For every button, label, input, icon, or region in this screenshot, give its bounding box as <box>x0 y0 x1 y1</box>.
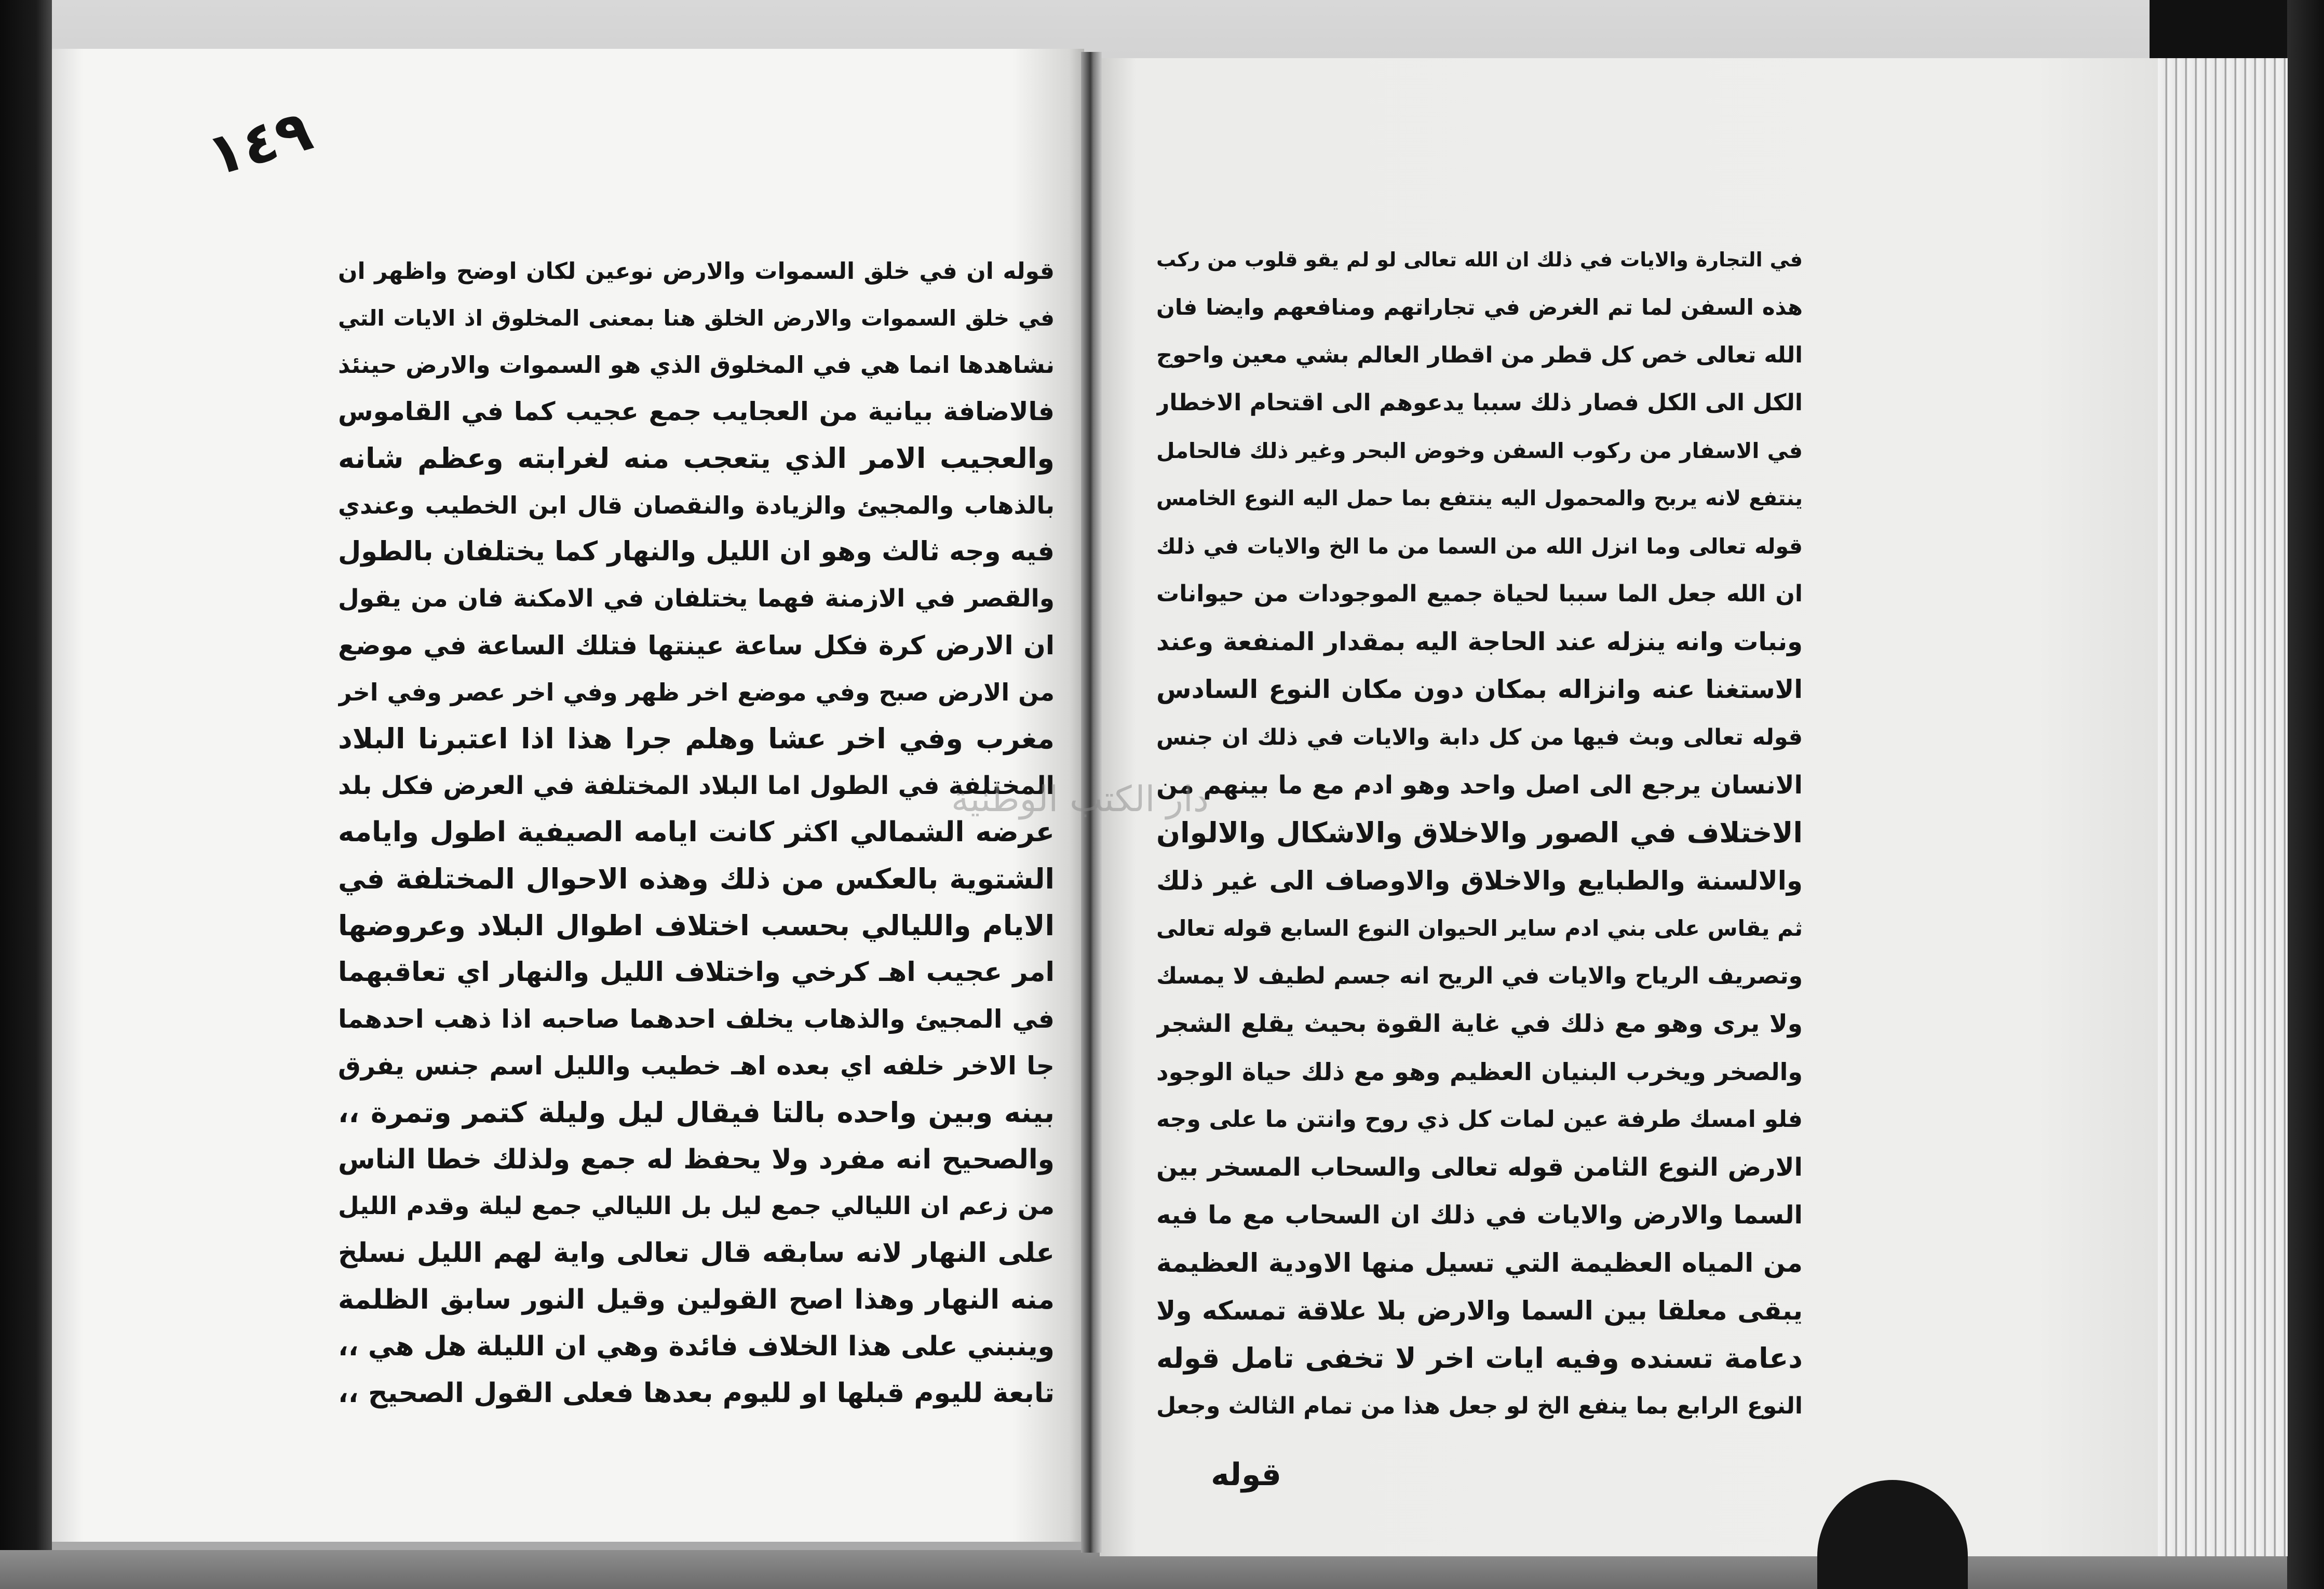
manuscript-line: في التجارة والايات في ذلك ان الله تعالى لو لم يقو قلوب من ركب <box>1156 248 1803 271</box>
manuscript-line: الايام والليالي بحسب اختلاف اطوال البلاد وعروضها <box>338 909 1055 942</box>
manuscript-line: قوله ان في خلق السموات والارض نوعين لكان اوضح واظهر ان <box>338 258 1055 285</box>
manuscript-line: الكل الى الكل فصار ذلك سببا يدعوهم الى اقتحام الاخطار <box>1156 389 1803 416</box>
manuscript-line: المختلفة في الطول اما البلاد المختلفة في العرض فكل بلد <box>338 771 1055 800</box>
manuscript-line: والصخر ويخرب البنيان العظيم وهو مع ذلك حياة الوجود <box>1156 1058 1803 1086</box>
manuscript-line: هذه السفن لما تم الغرض في تجاراتهم ومنافعهم وايضا فان <box>1156 294 1803 320</box>
manuscript-line: ثم يقاس على بني ادم ساير الحيوان النوع السابع قوله تعالى <box>1156 915 1803 941</box>
manuscript-line: والالسنة والطبايع والاخلاق والاوصاف الى غير ذلك <box>1156 866 1803 896</box>
manuscript-line: النوع الرابع بما ينفع الخ لو جعل هذا من تمام الثالث وجعل <box>1156 1393 1803 1419</box>
manuscript-line: الاختلاف في الصور والاخلاق والاشكال والالوان <box>1156 816 1803 849</box>
manuscript-line: دعامة تسنده وفيه ايات اخر لا تخفى تامل قوله <box>1156 1342 1803 1375</box>
manuscript-line: ينتفع لانه يربح والمحمول اليه ينتفع بما حمل اليه النوع الخامس <box>1156 487 1803 510</box>
manuscript-line: فلو امسك طرفة عين لمات كل ذي روح وانتن ما على وجه <box>1156 1106 1803 1133</box>
manuscript-line: قوله تعالى وبث فيها من كل دابة والايات في ذلك ان جنس <box>1156 724 1803 750</box>
manuscript-line: ان الله جعل الما سببا لحياة جميع الموجودات من حيوانات <box>1156 581 1803 607</box>
dark-left-edge <box>0 0 52 1589</box>
manuscript-line: في خلق السموات والارض الخلق هنا بمعنى المخلوق اذ الايات التي <box>338 305 1055 331</box>
manuscript-line: والعجيب الامر الذي يتعجب منه لغرابته وعظم شانه <box>338 442 1055 475</box>
manuscript-line: ان الارض كرة فكل ساعة عينتها فتلك الساعة في موضع <box>338 630 1055 661</box>
manuscript-line: وتصريف الرياح والايات في الريح انه جسم لطيف لا يمسك <box>1156 963 1803 989</box>
manuscript-line: منه النهار وهذا اصح القولين وقيل النور سابق الظلمة <box>338 1284 1055 1315</box>
manuscript-line: امر عجيب اهـ كرخي واختلاف الليل والنهار اي تعاقبهما <box>338 957 1055 988</box>
manuscript-line: الارض النوع الثامن قوله تعالى والسحاب المسخر بين <box>1156 1153 1803 1182</box>
manuscript-line: الانسان يرجع الى اصل واحد وهو ادم مع ما بينهم من <box>1156 771 1803 800</box>
manuscript-line: فيه وجه ثالث وهو ان الليل والنهار كما يختلفان بالطول <box>338 536 1055 567</box>
manuscript-line: يبقى معلقا بين السما والارض بلا علاقة تمسكه ولا <box>1156 1296 1803 1326</box>
manuscript-line: السما والارض والايات في ذلك ان السحاب مع ما فيه <box>1156 1201 1803 1230</box>
manuscript-line: وينبني على هذا الخلاف فائدة وهي ان الليلة هل هي ،، <box>338 1331 1055 1362</box>
manuscript-line: بينه وبين واحده بالتا فيقال ليل وليلة كتمر وتمرة ،، <box>338 1096 1055 1129</box>
folio-number: ١٤٩ <box>200 96 319 190</box>
manuscript-line: في المجيئ والذهاب يخلف احدهما صاحبه اذا ذهب احدهما <box>338 1004 1055 1034</box>
manuscript-line: الاستغنا عنه وانزاله بمكان دون مكان النوع السادس <box>1156 675 1803 704</box>
manuscript-line: من الارض صبح وفي موضع اخر ظهر وفي اخر عصر وفي اخر <box>338 678 1055 706</box>
manuscript-line: من زعم ان الليالي جمع ليل بل الليالي جمع ليلة وقدم الليل <box>338 1192 1055 1220</box>
manuscript-line: مغرب وفي اخر عشا وهلم جرا هذا اذا اعتبرنا البلاد <box>338 722 1055 755</box>
manuscript-line: نشاهدها انما هي في المخلوق الذي هو السموات والارض حينئذ <box>338 351 1055 379</box>
manuscript-line: بالذهاب والمجيئ والزيادة والنقصان قال ابن الخطيب وعندي <box>338 491 1055 519</box>
manuscript-line: الشتوية بالعكس من ذلك وهذه الاحوال المختلفة في <box>338 863 1055 895</box>
manuscript-line: والصحيح انه مفرد ولا يحفظ له جمع ولذلك خطا الناس <box>338 1144 1055 1175</box>
manuscript-line: فالاضافة بيانية من العجايب جمع عجيب كما في القاموس <box>338 397 1055 426</box>
catchword: قوله <box>1211 1457 1281 1493</box>
manuscript-line: من المياه العظيمة التي تسيل منها الاودية العظيمة <box>1156 1248 1803 1278</box>
manuscript-line: والقصر في الازمنة فهما يختلفان في الامكنة فان من يقول <box>338 584 1055 613</box>
right-text-block <box>1156 236 1803 1430</box>
library-watermark: دار الكتب الوطنية <box>951 779 1209 820</box>
left-text-block <box>338 248 1055 1417</box>
manuscript-line: في الاسفار من ركوب السفن وخوض البحر وغير ذلك فالحامل <box>1156 438 1803 463</box>
manuscript-line: قوله تعالى وما انزل الله من السما من ما الخ والايات في ذلك <box>1156 534 1803 559</box>
book-cover-edge <box>2287 0 2324 1589</box>
page-stack-edges <box>2158 58 2288 1556</box>
manuscript-line: ونبات وانه ينزله عند الحاجة اليه بمقدار المنفعة وعند <box>1156 627 1803 656</box>
manuscript-line: ولا يرى وهو مع ذلك في غاية القوة بحيث يقلع الشجر <box>1156 1009 1803 1038</box>
manuscript-line: عرضه الشمالي اكثر كانت ايامه الصيفية اطول وايامه <box>338 816 1055 848</box>
manuscript-line: على النهار لانه سابقه قال تعالى واية لهم الليل نسلخ <box>338 1237 1055 1269</box>
manuscript-line: الله تعالى خص كل قطر من اقطار العالم بشي معين واحوج <box>1156 342 1803 368</box>
manuscript-line: تابعة لليوم قبلها او لليوم بعدها فعلى القول الصحيح ،، <box>338 1378 1055 1409</box>
manuscript-line: جا الاخر خلفه اي بعده اهـ خطيب والليل اسم جنس يفرق <box>338 1051 1055 1081</box>
